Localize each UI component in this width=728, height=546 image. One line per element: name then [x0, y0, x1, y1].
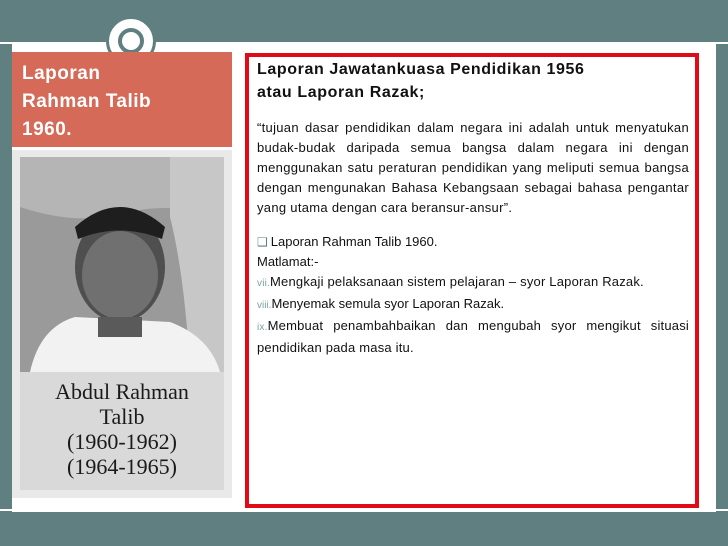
title-line-2: Rahman Talib	[22, 91, 152, 112]
ring-inner	[118, 28, 144, 54]
title-box	[12, 52, 232, 147]
caption-line: Abdul Rahman	[55, 379, 189, 404]
caption-line: (1960-1962)	[67, 429, 177, 454]
list-item	[257, 316, 689, 358]
heading-line: Laporan Jawatankuasa Pendidikan 1956	[257, 61, 585, 78]
checkbox-bullet-icon: ❑	[257, 235, 268, 249]
spacer	[257, 218, 689, 232]
caption-line: Talib	[99, 404, 145, 429]
heading-line: atau Laporan Razak;	[257, 84, 425, 101]
quote-paragraph: “tujuan dasar pendidikan dalam negara ini adalah untuk menyatukan budak-budak daripada semua bangsa dalam negara ini dengan menggunakan satu peraturan pendidikan yang meliputi semua bangsa dengan mengunakan Bahasa Kebangsaan sebagai bahasa pengantar yang utama dengan cara beransur-ansur”.	[257, 120, 689, 215]
bullet-item	[257, 232, 689, 252]
list-item	[257, 272, 689, 294]
portrait-caption	[20, 379, 224, 479]
caption-line: (1964-1965)	[67, 454, 177, 479]
content-area	[257, 58, 689, 358]
item-text: Mengkaji pelaksanaan sistem pelajaran – syor Laporan Razak.	[270, 274, 644, 289]
list-item	[257, 294, 689, 316]
item-text: Membuat penambahbaikan dan mengubah syor mengikut situasi pendidikan pada masa itu.	[257, 318, 689, 355]
item-number: ix.	[257, 322, 268, 333]
item-number: viii.	[257, 300, 272, 311]
portrait-image	[20, 157, 224, 490]
item-number: vii.	[257, 278, 271, 289]
item-text: Menyemak semula syor Laporan Razak.	[271, 296, 505, 311]
bottom-band	[12, 512, 716, 532]
aim-label: Matlamat:-	[257, 254, 319, 269]
slide-title	[22, 60, 151, 144]
title-line-3: 1960.	[22, 119, 73, 140]
bullet-text: Laporan Rahman Talib 1960.	[270, 234, 438, 249]
title-line-1: Laporan	[22, 63, 101, 84]
content-heading	[257, 58, 689, 104]
bottom-divider	[0, 509, 728, 511]
portrait-photo	[12, 150, 232, 498]
